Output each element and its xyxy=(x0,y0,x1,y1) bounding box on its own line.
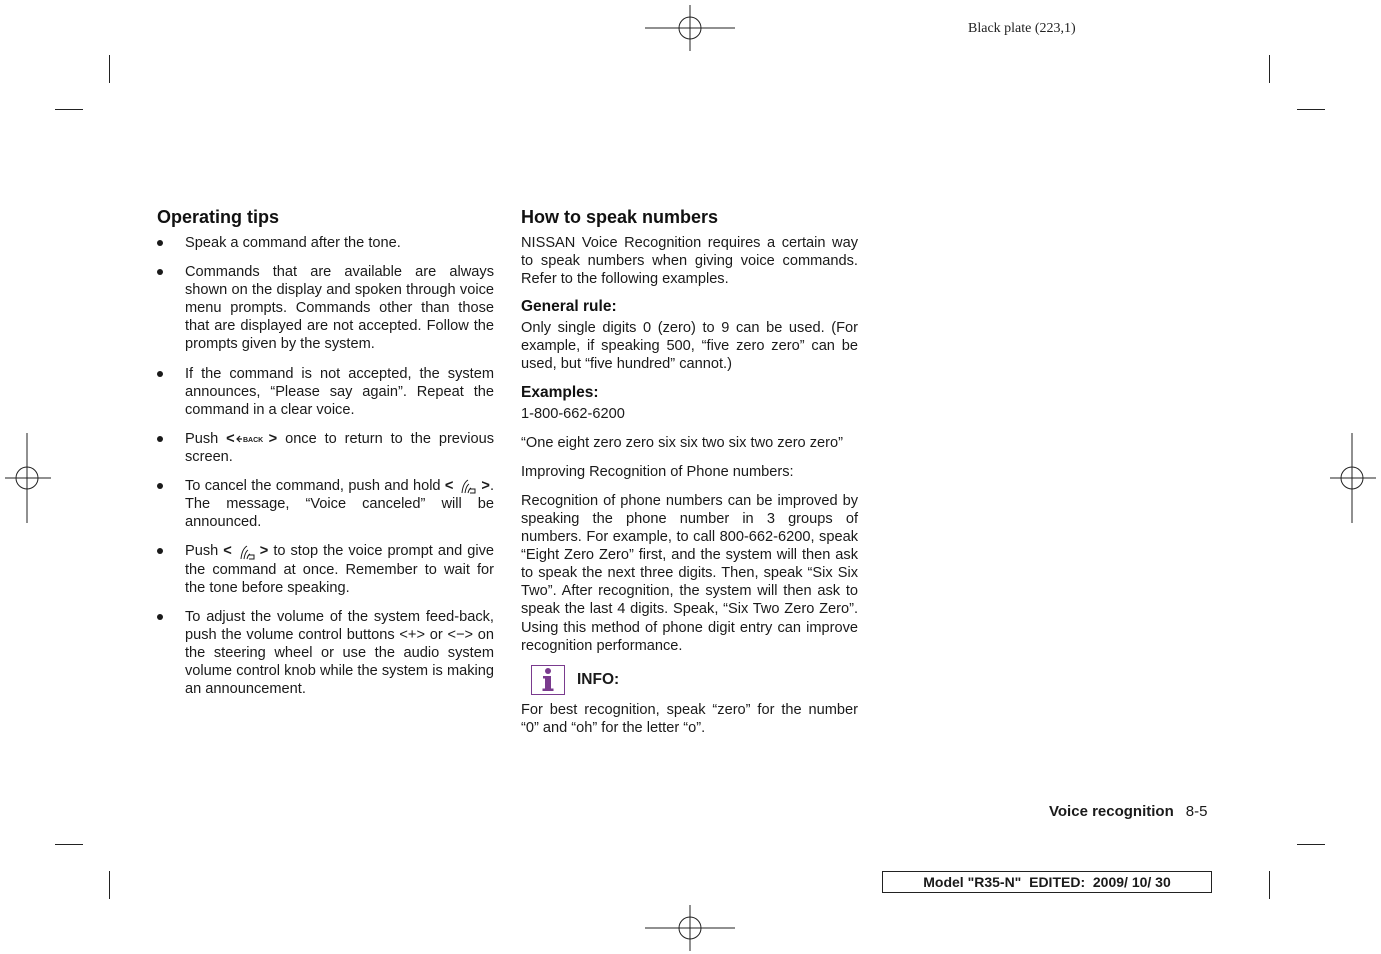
crop-mark xyxy=(1269,871,1270,899)
list-item: Commands that are available are always shown on the display and spoken through voice menu prompts. Commands other than those that are displayed are not accepted. Follow the prompts given by the system. xyxy=(157,263,494,353)
speak-numbers-section xyxy=(521,206,858,737)
intro-paragraph: NISSAN Voice Recognition requires a certain way to speak numbers when giving voice commands. Refer to the following examples. xyxy=(521,235,858,288)
examples-heading: Examples: xyxy=(521,383,599,401)
page-number: 8-5 xyxy=(1185,803,1208,820)
tips-list xyxy=(157,234,494,698)
speak-numbers-heading: How to speak numbers xyxy=(521,207,719,227)
registration-mark-right xyxy=(1330,433,1376,523)
improving-text: Recognition of phone numbers can be improved by speaking the phone number in 3 groups of numbers. For example, to call 800-662-6200, speak “Eight Zero Zero” first, and the system will then ask to speak the next three digits. Then, speak “Six Six Two”. After recognition, the system will then ask to speak the last 4 digits. Speak, “Six Two Zero Zero”. Using this method of phone digit entry can improve recognition performance. xyxy=(521,492,858,654)
list-item: Push < BACK > once to return to the previous screen. xyxy=(157,430,494,466)
crop-mark xyxy=(1297,844,1325,845)
operating-tips-heading: Operating tips xyxy=(157,207,280,227)
info-header xyxy=(521,665,858,695)
page-footer xyxy=(1049,803,1207,820)
talk-icon xyxy=(453,477,481,495)
operating-tips-section xyxy=(157,206,494,709)
section-title: Voice recognition xyxy=(1049,803,1174,820)
back-button-glyph: < BACK > xyxy=(226,430,278,447)
crop-mark xyxy=(1297,109,1325,110)
general-rule-heading: General rule: xyxy=(521,298,617,316)
crop-mark xyxy=(1269,55,1270,83)
list-item: To cancel the command, push and hold < >. The message, “Voice canceled” will be announced. xyxy=(157,477,494,531)
back-arrow-icon xyxy=(235,433,269,445)
svg-text:BACK: BACK xyxy=(242,436,263,444)
talk-button-glyph: < > xyxy=(223,543,269,560)
example-spoken: “One eight zero zero six six two six two zero zero” xyxy=(521,434,843,451)
list-item: Push < > to stop the voice prompt and give the command at once. Remember to wait for the tone before speaking. xyxy=(157,542,494,596)
talk-button-glyph: < > xyxy=(444,478,490,495)
info-text: For best recognition, speak “zero” for the number “0” and “oh” for the letter “o”. xyxy=(521,701,858,736)
plate-label: Black plate (223,1) xyxy=(968,21,1076,36)
improving-title: Improving Recognition of Phone numbers: xyxy=(521,463,794,480)
list-item: If the command is not accepted, the system announces, “Please say again”. Repeat the command in a clear voice. xyxy=(157,365,494,419)
crop-mark xyxy=(55,844,83,845)
registration-mark-top xyxy=(645,5,735,51)
general-rule-text: Only single digits 0 (zero) to 9 can be used. (For example, if speaking 500, “five zero zero” can be used, but “five hundred” cannot.) xyxy=(521,320,858,373)
crop-mark xyxy=(109,871,110,899)
talk-icon xyxy=(232,543,260,561)
model-edited-box: Model "R35-N" EDITED: 2009/ 10/ 30 xyxy=(882,871,1212,893)
list-item: Speak a command after the tone. xyxy=(157,234,494,252)
example-number: 1-800-662-6200 xyxy=(521,405,625,422)
info-label: INFO: xyxy=(577,670,620,688)
registration-mark-left xyxy=(5,433,51,523)
crop-mark xyxy=(55,109,83,110)
registration-mark-bottom xyxy=(645,905,735,951)
info-icon xyxy=(531,665,565,695)
crop-mark xyxy=(109,55,110,83)
list-item: To adjust the volume of the system feed-back, push the volume control buttons <+> or <−> on the steering wheel or use the audio system volume control knob while the system is making an announcement. xyxy=(157,608,494,698)
